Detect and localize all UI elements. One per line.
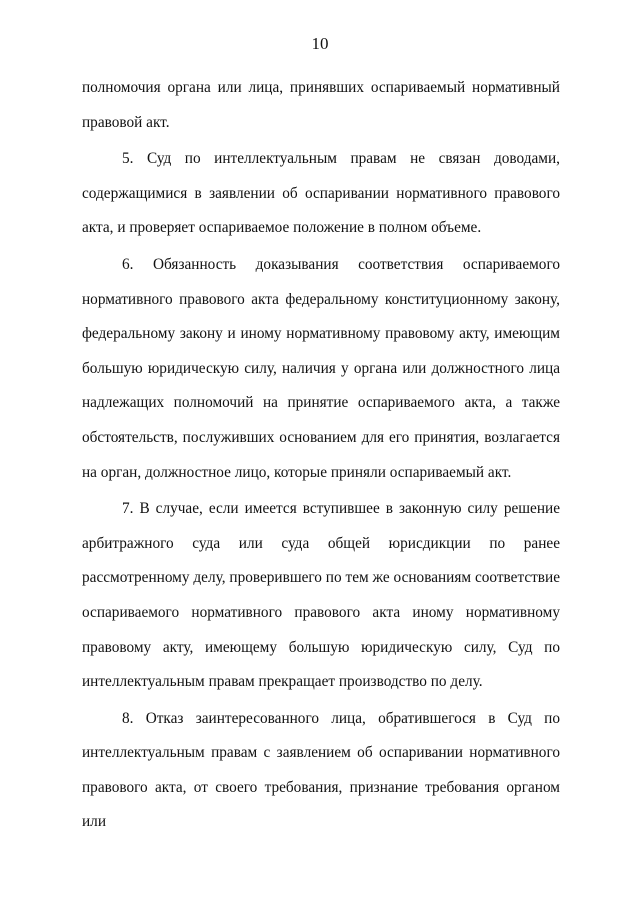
paragraph-continuation: полномочия органа или лица, принявших оспариваемый нормативный правовой акт. xyxy=(82,79,560,131)
paragraph-item-7: 7. В случае, если имеется вступившее в законную силу решение арбитражного суда или суда общей юрисдикции по ранее рассмотренному делу, проверившего по тем же основаниям соответствие оспариваемого нормативного правового акта иному нормативному правовому акту, имеющему большую юридическую силу, Суд по интеллектуальным правам прекращает производство по делу. xyxy=(82,500,560,691)
paragraph-item-8: 8. Отказ заинтересованного лица, обратившегося в Суд по интеллектуальным правам с заявлением об оспаривании нормативного правового акта, от своего требования, признание требования органом или xyxy=(82,709,560,831)
page-number: 10 xyxy=(311,34,329,53)
paragraph-item-5: 5. Суд по интеллектуальным правам не связан доводами, содержащимися в заявлении об оспаривании нормативного правового акта, и проверяет оспариваемое положение в полном объеме. xyxy=(82,150,560,237)
document-body xyxy=(82,71,560,840)
paragraph-item-6: 6. Обязанность доказывания соответствия оспариваемого нормативного правового акта федеральному конституционному закону, федеральному закону и иному нормативному правовому акту, имеющим большую юридическую силу, наличия у органа или должностного лица надлежащих полномочий на принятие оспариваемого акта, а также обстоятельств, послуживших основанием для его принятия, возлагается на орган, должностное лицо, которые приняли оспариваемый акт. xyxy=(82,255,560,481)
